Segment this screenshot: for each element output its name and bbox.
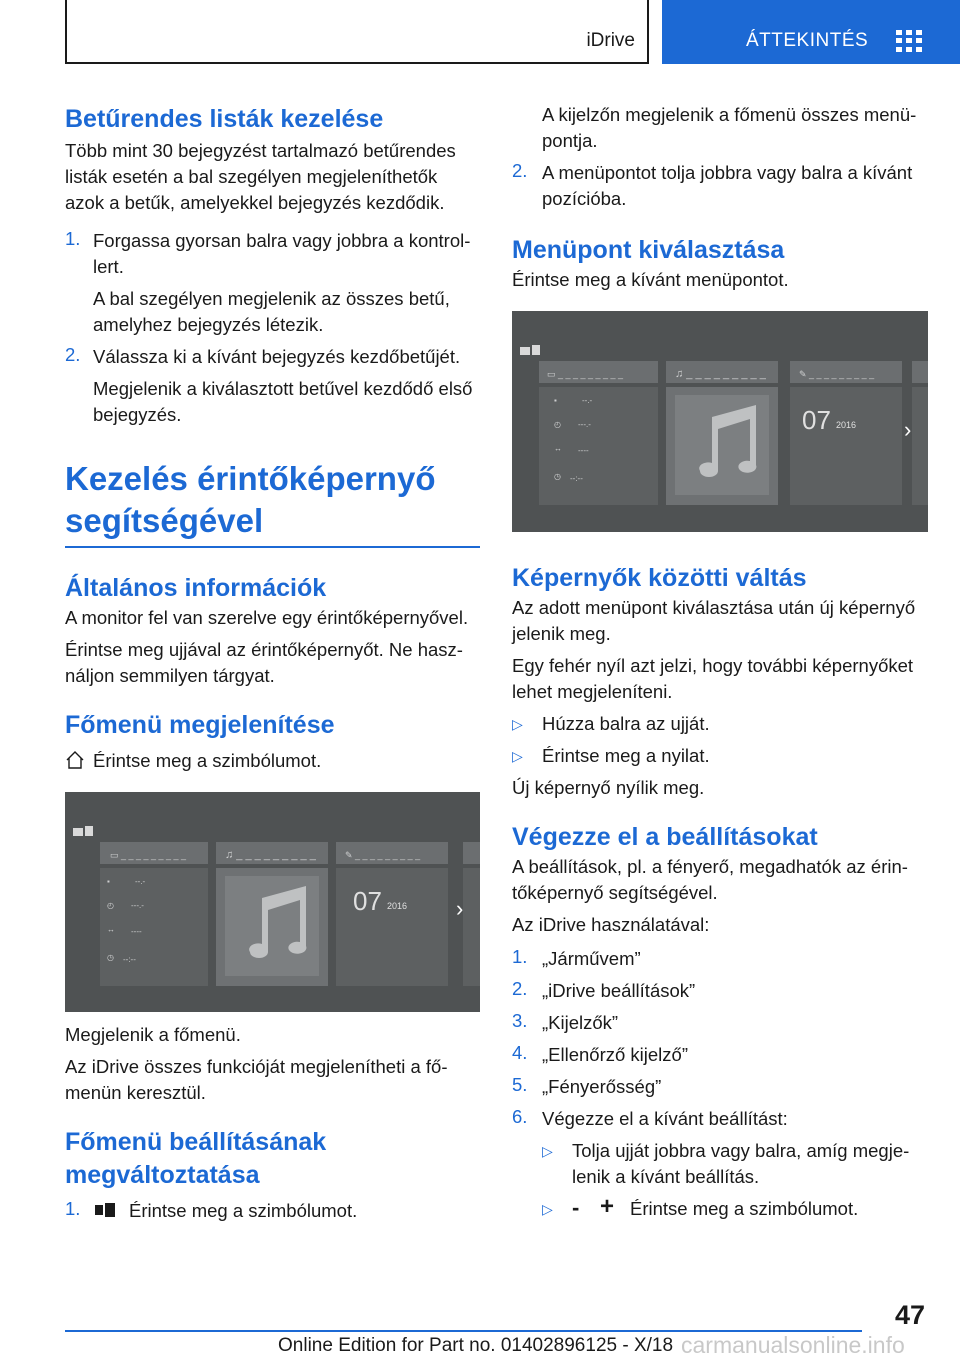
menu-item-screen-art	[512, 311, 928, 532]
bullet-text: Tolja ujját jobbra vagy balra, amíg megje-lenik a kívánt beállítás.	[572, 1140, 910, 1187]
step-text: Végezze el a kívánt beállítást:	[542, 1108, 788, 1129]
section-divider	[65, 546, 480, 548]
heading-alpha-lists: Betűrendes listák kezelése	[65, 105, 384, 133]
bullet-item	[512, 743, 928, 769]
para-settings-1: A beállítások, pl. a fényerő, megadhatók az érin-tőképernyő segítségével.	[512, 856, 908, 903]
svg-text:--.-: --.-	[135, 877, 146, 886]
home-instruction-text: Érintse meg a szimbólumot.	[93, 750, 322, 771]
svg-text:↔: ↔	[107, 925, 115, 934]
step-number: 1.	[512, 946, 528, 967]
svg-text:--:--: --:--	[123, 955, 136, 964]
svg-text:›: ›	[904, 417, 912, 442]
svg-text:2016: 2016	[387, 901, 408, 911]
bullet-text: Érintse meg a szimbólumot.	[630, 1198, 859, 1219]
para-general-2: Érintse meg ujjával az érintőképernyőt. Ne hasz-náljon semmilyen tárgyat.	[65, 639, 463, 686]
step-number: 1.	[65, 228, 81, 249]
heading-main-menu: Főmenü megjelenítése	[65, 711, 335, 739]
menu-item-screenshot	[512, 311, 928, 532]
watermark: carmanualsonline.info	[681, 1332, 905, 1358]
main-menu-screen-art	[65, 792, 480, 1012]
list-item	[512, 946, 928, 972]
svg-text:07: 07	[802, 405, 831, 435]
bullet-item	[512, 711, 928, 737]
svg-text:◷: ◷	[107, 953, 114, 962]
svg-text:---.-: ---.-	[131, 901, 144, 910]
right-column	[512, 100, 928, 1222]
svg-text:◴: ◴	[554, 420, 561, 429]
step-text: „Fényerősség”	[542, 1076, 662, 1097]
svg-text:♫ _ _ _ _ _ _ _ _ _: ♫ _ _ _ _ _ _ _ _ _	[675, 368, 766, 380]
para-switch-1: Az adott menüpont kiválasztása után új képernyő jelenik meg.	[512, 597, 916, 644]
para-general-1: A monitor fel van szerelve egy érintőképernyővel.	[65, 607, 469, 628]
heading-touchscreen: Kezelés érintőképernyő segítségével	[65, 460, 436, 539]
home-icon	[65, 750, 85, 770]
para-main-menu-functions: Az iDrive összes funkcióját megjelenítheti a fő-menün keresztül.	[65, 1056, 448, 1103]
step-text: Válassza ki a kívánt bejegyzés kezdőbetűjét.	[93, 346, 461, 367]
para-select-item: Érintse meg a kívánt menüpontot.	[512, 269, 789, 290]
svg-text:↔: ↔	[554, 444, 562, 453]
step-number: 6.	[512, 1106, 528, 1127]
bullet-item	[542, 1138, 928, 1190]
list-item	[512, 1106, 928, 1132]
svg-text:♫ _ _ _ _ _ _ _ _ _: ♫ _ _ _ _ _ _ _ _ _	[225, 849, 316, 861]
step-text: „Ellenőrző kijelző”	[542, 1044, 688, 1065]
para-switch-3: Új képernyő nyílik meg.	[512, 777, 705, 798]
settings-steps	[512, 946, 928, 1132]
list-item	[512, 978, 928, 1004]
grid-icon	[896, 30, 922, 52]
heading-settings: Végezze el a beállításokat	[512, 823, 818, 851]
step-number: 2.	[512, 978, 528, 999]
step-number: 2.	[512, 160, 528, 181]
list-item	[512, 1074, 928, 1100]
footer-edition: Online Edition for Part no. 01402896125 - X/18	[278, 1335, 674, 1356]
para-switch-2: Egy fehér nyíl azt jelzi, hogy további képernyőket lehet megjeleníteni.	[512, 655, 914, 702]
step-text: Érintse meg a szimbólumot.	[129, 1200, 358, 1221]
step-text: „Kijelzők”	[542, 1012, 619, 1033]
svg-text:›: ›	[456, 896, 464, 921]
heading-select-item: Menüpont kiválasztása	[512, 236, 785, 264]
home-instruction	[65, 748, 480, 774]
heading-general: Általános információk	[65, 574, 327, 602]
triangle-bullet-icon: ▷	[542, 1143, 553, 1159]
svg-text:2016: 2016	[836, 420, 857, 430]
svg-text:07: 07	[353, 886, 382, 916]
step-number: 3.	[512, 1010, 528, 1031]
page-number: 47	[895, 1300, 926, 1330]
step-result: Megjelenik a kiválasztott betűvel kezdődő első bejegyzés.	[93, 378, 473, 425]
para-main-menu-shown: Megjelenik a főmenü.	[65, 1024, 241, 1045]
list-item	[512, 1010, 928, 1036]
header-frame	[65, 0, 649, 64]
svg-text:▭ _ _ _ _ _ _ _ _ _: ▭ _ _ _ _ _ _ _ _ _	[547, 369, 624, 379]
list-item	[65, 228, 480, 338]
svg-text:▪: ▪	[554, 396, 557, 405]
svg-text:----: ----	[578, 446, 589, 455]
svg-text:▭ _ _ _ _ _ _ _ _ _: ▭ _ _ _ _ _ _ _ _ _	[110, 850, 187, 860]
svg-text:--.-: --.-	[582, 396, 593, 405]
para-alpha-lists: Több mint 30 bejegyzést tartalmazó betűrendes listák esetén a bal szegélyen megjeleníthetők azok a betűk, amelyekkel bejegyzés kezdődik.	[65, 140, 456, 213]
svg-text:----: ----	[131, 927, 142, 936]
left-column	[65, 100, 480, 1224]
step-number: 5.	[512, 1074, 528, 1095]
step-number: 2.	[65, 344, 81, 365]
bullet-item	[542, 1193, 928, 1222]
svg-text:---.-: ---.-	[578, 420, 591, 429]
svg-text:--:--: --:--	[570, 474, 583, 483]
bullet-text: Húzza balra az ujját.	[542, 713, 710, 734]
plus-icon: +	[600, 1193, 615, 1220]
bullet-text: Érintse meg a nyilat.	[542, 745, 710, 766]
menu-edit-icon	[93, 1201, 119, 1219]
svg-text:◴: ◴	[107, 901, 114, 910]
svg-text:▪: ▪	[107, 877, 110, 886]
svg-text:✎ _ _ _ _ _ _ _ _ _: ✎ _ _ _ _ _ _ _ _ _	[345, 850, 421, 860]
step-result: A bal szegélyen megjelenik az összes betű, amelyhez bejegyzés létezik.	[93, 288, 450, 335]
header-chapter-tab[interactable]	[662, 0, 960, 64]
header-chapter: ÁTTEKINTÉS	[746, 30, 869, 51]
main-menu-screenshot	[65, 792, 480, 1012]
heading-switch-screens: Képernyők közötti váltás	[512, 564, 807, 592]
para-settings-2: Az iDrive használatával:	[512, 914, 710, 935]
list-item	[65, 344, 480, 428]
list-item	[512, 160, 928, 212]
svg-text:◷: ◷	[554, 472, 561, 481]
minus-icon: -	[572, 1195, 580, 1220]
para-menu-items-shown: A kijelzőn megjelenik a főmenü összes menü-pontja.	[542, 104, 917, 151]
step-text: „iDrive beállítások”	[542, 980, 696, 1001]
triangle-bullet-icon: ▷	[512, 716, 523, 732]
header-section: iDrive	[586, 30, 635, 51]
step-text: „Járművem”	[542, 948, 641, 969]
step-number: 1.	[65, 1198, 81, 1219]
heading-change-main-menu: Főmenü beállításának megváltoztatása	[65, 1128, 327, 1189]
list-item	[512, 1042, 928, 1068]
step-text: Forgassa gyorsan balra vagy jobbra a kontrol-lert.	[93, 230, 471, 277]
triangle-bullet-icon: ▷	[542, 1201, 553, 1217]
triangle-bullet-icon: ▷	[512, 748, 523, 764]
step-text: A menüpontot tolja jobbra vagy balra a kívánt pozícióba.	[542, 162, 913, 209]
step-number: 4.	[512, 1042, 528, 1063]
list-item	[65, 1198, 480, 1224]
svg-text:✎ _ _ _ _ _ _ _ _ _: ✎ _ _ _ _ _ _ _ _ _	[799, 369, 875, 379]
